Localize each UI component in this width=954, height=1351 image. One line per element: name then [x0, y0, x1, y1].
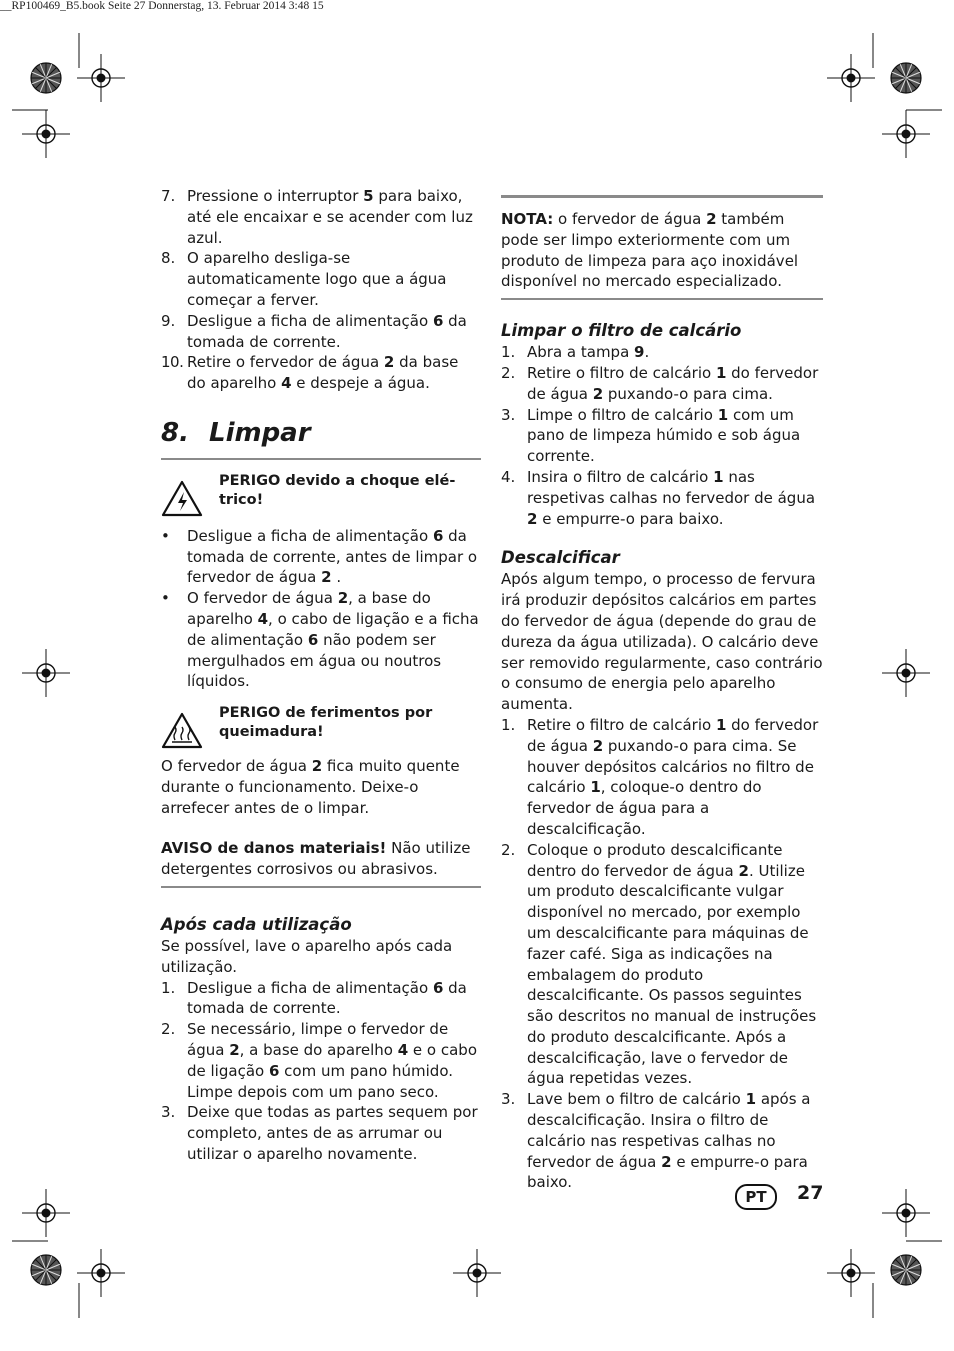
- list-number: 4.: [501, 467, 516, 486]
- section-title: Limpar: [209, 417, 311, 448]
- list-item-text: Lave bem o filtro de calcário 1 após a descalcificação. Insira o filtro de calcário nas respetivas calhas no fervedor de água 2 e empurre-o para baixo.: [527, 1090, 811, 1192]
- section-rule: [161, 458, 481, 460]
- warning-burn-title: PERIGO de ferimentos por queimadura!: [219, 705, 433, 741]
- steps-list-d: [501, 715, 823, 1193]
- list-number: 9.: [161, 311, 176, 330]
- steps-list-c: [501, 342, 823, 529]
- list-number: 3.: [501, 1090, 516, 1109]
- list-item: [501, 1089, 823, 1193]
- warning-electric-title: PERIGO devido a choque elé-trico!: [219, 472, 456, 508]
- list-item: [161, 526, 481, 588]
- list-item-text: Retire o filtro de calcário 1 do fervedor de água 2 puxando-o para cima.: [527, 363, 819, 403]
- list-item-text: Limpe o filtro de calcário 1 com um pano de limpeza húmido e sob água corrente.: [527, 405, 801, 466]
- list-item-text: Deixe que todas as partes sequem por completo, antes de as arrumar ou utilizar o aparelho novamente.: [187, 1103, 478, 1163]
- list-item-text: Retire o fervedor de água 2 da base do aparelho 4 e despeje a água.: [187, 353, 459, 393]
- list-item-text: Insira o filtro de calcário 1 nas respetivas calhas no fervedor de água 2 e empurre-o para baixo.: [527, 467, 816, 528]
- page-number: 27: [797, 1182, 824, 1204]
- registration-mark: [22, 110, 70, 158]
- list-item: [501, 715, 823, 840]
- registration-mark: [77, 1249, 125, 1297]
- registration-mark: [22, 649, 70, 697]
- list-item: [501, 342, 823, 363]
- registration-mark: [22, 1189, 70, 1237]
- list-item: [161, 186, 481, 248]
- list-item-text: Desligue a ficha de alimentação 6 da tomada de corrente.: [187, 311, 467, 351]
- list-item-text: Desligue a ficha de alimentação 6 da tomada de corrente.: [187, 978, 467, 1018]
- warning-electric: [161, 472, 481, 524]
- list-item: [161, 248, 481, 310]
- list-item-text: O aparelho desliga-se automaticamente logo que a água começar a ferver.: [187, 249, 447, 309]
- color-wheel-mark: [31, 1255, 61, 1285]
- left-column: [161, 186, 481, 1165]
- after-use-intro: Se possível, lave o aparelho após cada utilização.: [161, 936, 453, 976]
- list-item-text: Se necessário, limpe o fervedor de água 2, a base do aparelho 4 e o cabo de ligação 6 com um pano húmido. Limpe depois com um pano seco.: [187, 1020, 478, 1101]
- list-number: 1.: [501, 343, 516, 362]
- list-item-text: Pressione o interruptor 5 para baixo, até ele encaixar e se acender com luz azul.: [187, 187, 473, 247]
- list-number: 10.: [161, 353, 184, 372]
- list-item: [501, 363, 823, 405]
- list-item-text: Retire o filtro de calcário 1 do fervedor de água 2 puxando-o para cima. Se houver depósitos calcários no filtro de calcário 1, coloque-o dentro do fervedor de água para a descalcificação.: [527, 715, 819, 838]
- list-number: 1.: [161, 978, 176, 997]
- hot-surface-warning-icon: [161, 704, 219, 756]
- list-number: 1.: [501, 715, 516, 734]
- list-item: [161, 1102, 481, 1164]
- warning-burn: [161, 704, 481, 756]
- registration-mark: [882, 649, 930, 697]
- list-item: [501, 840, 823, 1090]
- list-item: [161, 352, 481, 394]
- note-bottom-rule: [501, 298, 823, 300]
- registration-mark: [882, 110, 930, 158]
- bullet-marker: •: [161, 589, 170, 608]
- list-item: [501, 467, 823, 529]
- registration-mark: [453, 1249, 501, 1297]
- list-number: 3.: [501, 405, 516, 424]
- list-number: 2.: [161, 1020, 176, 1039]
- list-number: 2.: [501, 840, 516, 859]
- registration-mark: [827, 54, 875, 102]
- color-wheel-mark: [891, 1255, 921, 1285]
- descaling-intro: Após algum tempo, o processo de fervura irá produzir depósitos calcários em partes do fervedor de água (depende do grau de dureza da água utilizada). O calcário deve ser removido regularmente, caso contrário o consumo de energia pelo aparelho aumenta.: [501, 570, 823, 714]
- section-heading: [161, 418, 481, 448]
- list-item-text: Desligue a ficha de alimentação 6 da tomada de corrente, antes de limpar o fervedor de água 2 .: [187, 526, 478, 587]
- list-number: 3.: [161, 1103, 176, 1122]
- material-damage-notice: AVISO de danos materiais! Não utilize detergentes corrosivos ou abrasivos.: [161, 839, 471, 879]
- print-slug: __RP100469_B5.book Seite 27 Donnerstag, 13. Februar 2014 3:48 15: [0, 0, 324, 12]
- color-wheel-mark: [891, 63, 921, 93]
- notice-rule: [161, 886, 481, 888]
- list-item-text: O fervedor de água 2, a base do aparelho 4, o cabo de ligação e a ficha de alimentação 6 não podem ser mergulhados em água ou noutros líquidos.: [187, 589, 479, 691]
- subheading-after-use: Após cada utilização: [161, 914, 352, 934]
- language-badge: PT: [735, 1184, 777, 1210]
- warning-bullets: [161, 526, 481, 692]
- list-item-text: Abra a tampa 9.: [527, 343, 650, 362]
- warning-burn-text: O fervedor de água 2 fica muito quente durante o funcionamento. Deixe-o arrefecer antes de o limpar.: [161, 756, 460, 817]
- color-wheel-mark: [31, 63, 61, 93]
- registration-mark: [827, 1249, 875, 1297]
- list-item: [161, 978, 481, 1020]
- steps-list-a: [161, 186, 481, 394]
- subheading-filter: Limpar o filtro de calcário: [501, 321, 742, 341]
- list-item: [161, 588, 481, 692]
- bullet-marker: •: [161, 526, 170, 545]
- section-number: 8.: [161, 417, 189, 448]
- note-top-rule: [501, 195, 823, 198]
- right-column: [501, 195, 823, 1193]
- list-number: 2.: [501, 363, 516, 382]
- note-box-text: NOTA: o fervedor de água 2 também pode ser limpo exteriormente com um produto de limpeza para aço inoxidável disponível no mercado especializado.: [501, 210, 799, 291]
- steps-list-b: [161, 978, 481, 1165]
- list-item: [501, 405, 823, 467]
- list-number: 7.: [161, 187, 176, 205]
- list-item: [161, 311, 481, 353]
- subheading-descaling: Descalcificar: [501, 548, 620, 568]
- list-item-text: Coloque o produto descalcificante dentro do fervedor de água 2. Utilize um produto descalcificante vulgar disponível no mercado, por exemplo um descalcificante para máquinas de fazer café. Siga as indicações na embalagem do produto descalcificante. Os passos seguintes são descritos no manual de instruções do produto descalcificante. Após a descalcificação, lave o fervedor de água repetidas vezes.: [527, 840, 817, 1088]
- registration-mark: [77, 54, 125, 102]
- electric-shock-warning-icon: [161, 472, 219, 524]
- registration-mark: [882, 1189, 930, 1237]
- list-number: 8.: [161, 249, 176, 268]
- list-item: [161, 1019, 481, 1102]
